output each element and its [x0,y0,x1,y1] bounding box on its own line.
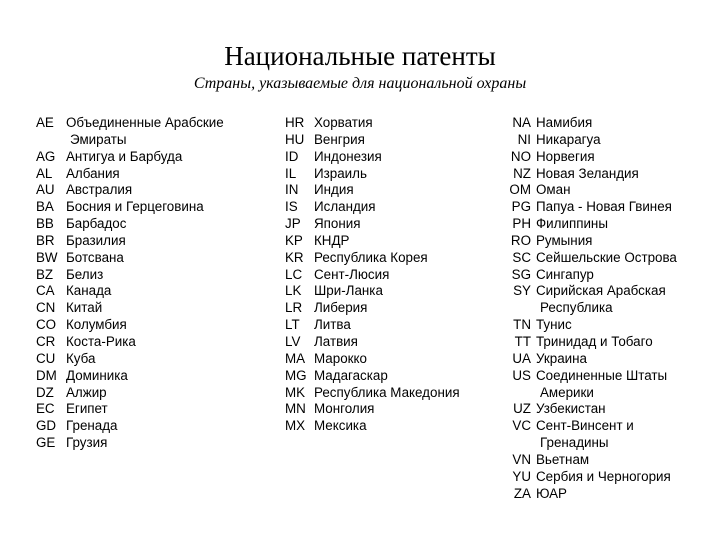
country-name: Норвегия [536,148,595,164]
country-row [285,166,460,183]
country-code: PH [512,216,531,232]
country-row [36,351,224,368]
country-row [36,385,224,402]
country-row [285,283,460,300]
country-row [285,334,460,351]
country-code: PG [511,199,531,215]
country-row [36,166,224,183]
country-code: US [512,367,531,383]
country-row [507,300,677,317]
country-row [36,149,224,166]
country-name: Антигуа и Барбуда [66,148,183,164]
country-row [507,216,677,233]
country-code: CN [36,300,56,316]
country-code: NI [517,131,531,147]
country-name: Сербия и Черногория [536,468,671,484]
country-row [36,199,224,216]
country-name: Оман [536,182,571,198]
country-row [285,418,460,435]
country-row [285,233,460,250]
country-code: RO [510,232,531,248]
country-name: Сингапур [536,266,594,282]
country-code: LT [285,317,300,333]
country-code: NZ [513,165,531,181]
country-name: Филиппины [536,216,608,232]
country-name: Америки [540,384,594,400]
country-row [36,300,224,317]
country-row [36,283,224,300]
country-code: GD [36,418,57,434]
country-code: MX [285,418,306,434]
country-code: NA [512,115,531,130]
country-name: Колумбия [66,317,127,333]
country-row [507,317,677,334]
country-code [507,300,536,317]
country-row [507,401,677,418]
country-name: Либерия [314,300,368,316]
country-name: Алжир [66,384,107,400]
country-row [507,452,677,469]
country-name: Вьетнам [536,451,590,467]
country-name: Монголия [314,401,375,417]
country-code [507,385,536,402]
country-code: IS [285,199,298,215]
country-row [285,115,460,132]
country-code: BA [36,199,54,215]
country-name: Республика Македония [314,384,460,400]
country-name: Ботсвана [66,249,124,265]
country-row [36,435,224,452]
country-code: VN [512,451,531,467]
country-row [507,351,677,368]
country-code: UZ [513,401,531,417]
country-code: UA [512,350,531,366]
country-row [36,317,224,334]
country-row [36,418,224,435]
country-name: Мексика [314,418,367,434]
country-name: Новая Зеландия [536,165,639,181]
page-subtitle: Страны, указываемые для национальной охраны [193,75,527,92]
country-row [507,115,677,132]
country-code: HU [285,131,305,147]
country-code: IL [285,165,297,181]
country-code: BW [36,249,58,265]
country-name: Хорватия [314,115,373,130]
country-code: ID [285,148,299,164]
country-name: Республика [540,300,613,316]
country-row [285,385,460,402]
country-name: Шри-Ланка [314,283,383,299]
country-row [285,351,460,368]
country-row [507,132,677,149]
country-name: Никарагуа [536,131,601,147]
country-row [285,267,460,284]
country-row [36,368,224,385]
country-code: SY [513,283,531,299]
country-name: Китай [66,300,103,316]
country-code: AL [36,165,53,181]
country-name: Эмираты [70,131,127,147]
country-name: Австралия [66,182,133,198]
country-name: Израиль [314,165,367,181]
country-row [285,182,460,199]
country-name: Белиз [66,266,104,282]
country-column-1 [36,115,224,452]
country-row [285,199,460,216]
country-row [285,216,460,233]
country-code: ZA [513,485,531,501]
country-code: JP [285,216,301,232]
country-code: AE [36,115,54,130]
country-code [507,435,536,452]
country-row [507,334,677,351]
country-row [507,368,677,385]
country-name: Объединенные Арабские [66,115,224,130]
country-name: Латвия [314,333,358,349]
country-name: Румыния [536,232,593,248]
country-name: Япония [314,216,361,232]
country-name: Индия [314,182,354,198]
country-code: KP [285,232,303,248]
country-code: MK [285,384,306,400]
country-code: CA [36,283,55,299]
country-name: Мадагаскар [314,367,388,383]
country-row [507,486,677,503]
country-code: LC [285,266,303,282]
country-name: Исландия [314,199,376,215]
country-row [285,401,460,418]
country-name: Албания [66,165,120,181]
country-name: Сейшельские Острова [536,249,677,265]
country-code: HR [285,115,305,130]
page-title: Национальные патенты [224,41,496,71]
country-code: IN [285,182,299,198]
country-code: YU [512,468,531,484]
country-name: Узбекистан [536,401,606,417]
country-code: VC [512,418,531,434]
country-name: Венгрия [314,131,365,147]
country-name: Соединенные Штаты [536,367,668,383]
country-name: Босния и Герцеговина [66,199,204,215]
country-row [507,469,677,486]
country-row [507,199,677,216]
country-row [36,250,224,267]
country-code: CO [36,317,57,333]
country-name: Индонезия [314,148,382,164]
country-code: AU [36,182,55,198]
country-row [507,418,677,435]
country-row [507,267,677,284]
country-row [285,132,460,149]
country-row [285,368,460,385]
country-code: CU [36,350,56,366]
country-code: GE [36,435,56,451]
country-row [507,250,677,267]
country-code: KR [285,249,304,265]
country-row [507,385,677,402]
country-code: TT [514,333,531,349]
country-name: Тунис [536,317,572,333]
country-column-2 [285,115,460,435]
country-row [36,132,224,149]
country-row [285,149,460,166]
country-code: MA [285,350,306,366]
country-code: TN [513,317,531,333]
country-code [36,132,66,149]
country-code: DM [36,367,57,383]
country-row [507,149,677,166]
country-code: LR [285,300,303,316]
country-code: CR [36,333,56,349]
country-name: Намибия [536,115,593,130]
country-name: Грузия [66,435,108,451]
country-row [36,401,224,418]
country-row [36,216,224,233]
country-row [507,233,677,250]
country-name: Бразилия [66,232,126,248]
country-name: Сирийская Арабская [536,283,666,299]
country-code: LV [285,333,301,349]
country-row [36,182,224,199]
country-code: SC [512,249,531,265]
country-name: Куба [66,350,96,366]
country-name: Украина [536,350,587,366]
country-code: MG [285,367,307,383]
country-code: AG [36,148,56,164]
country-row [36,233,224,250]
country-name: Гренада [66,418,118,434]
country-code: LK [285,283,302,299]
country-code: NO [510,148,531,164]
country-name: Канада [66,283,112,299]
country-row [507,166,677,183]
country-row [285,250,460,267]
country-name: Сент-Люсия [314,266,390,282]
country-code: SG [511,266,531,282]
country-code: OM [509,182,531,198]
country-column-3 [507,115,677,502]
country-name: КНДР [314,232,350,248]
country-name: ЮАР [536,485,567,501]
country-code: BR [36,232,55,248]
country-row [285,317,460,334]
country-code: BZ [36,266,54,282]
country-name: Тринидад и Тобаго [536,333,653,349]
country-code: MN [285,401,306,417]
country-name: Доминика [66,367,128,383]
country-name: Республика Корея [314,249,428,265]
country-row [36,267,224,284]
country-row [36,115,224,132]
country-name: Гренадины [540,435,609,451]
country-row [36,334,224,351]
country-row [507,182,677,199]
country-row [507,435,677,452]
country-name: Литва [314,317,351,333]
country-code: EC [36,401,55,417]
country-code: BB [36,216,54,232]
country-name: Сент-Винсент и [536,418,634,434]
country-name: Барбадос [66,216,127,232]
country-code: DZ [36,384,54,400]
country-name: Египет [66,401,108,417]
country-name: Папуа - Новая Гвинея [536,199,672,215]
country-row [507,283,677,300]
country-row [285,300,460,317]
country-name: Коста-Рика [66,333,136,349]
country-name: Марокко [314,350,367,366]
